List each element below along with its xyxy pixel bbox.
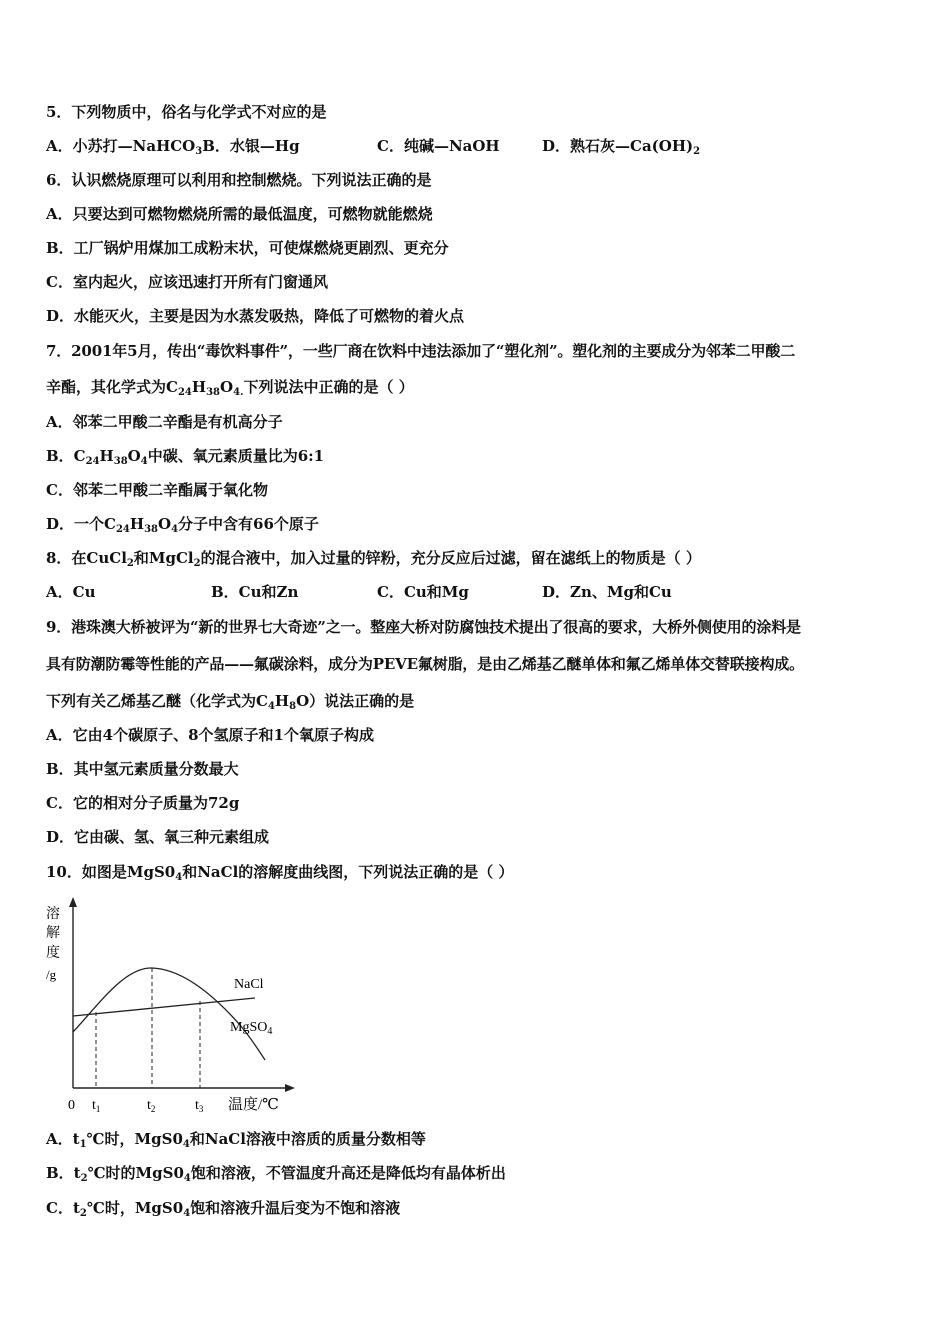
q9-stem-line1: 9．港珠澳大桥被评为“新的世界七大奇迹”之一。整座大桥对防腐蚀技术提出了很高的要求，大桥外侧使用的涂料是: [46, 618, 801, 636]
q7-option-a: A．邻苯二甲酸二辛酯是有机高分子: [46, 413, 283, 431]
q7-option-b: B．$C_{24}H_{38}O_4$中碳、氧元素质量比为6:1: [46, 447, 325, 467]
y-axis-arrow: [69, 897, 77, 907]
origin-label: 0: [68, 1098, 75, 1113]
q5-option-a: A．小苏打—NaHCO$_3$: [46, 137, 203, 157]
ylabel-char-1: 溶: [46, 907, 60, 922]
q6-option-b: B．工厂锅炉用煤加工成粉末状，可使煤燃烧更剧烈、更充分: [46, 239, 449, 257]
x-axis-arrow: [285, 1084, 295, 1092]
q9-option-d: D．它由碳、氢、氧三种元素组成: [46, 828, 270, 846]
q6-option-d: D．水能灭火，主要是因为水蒸发吸热，降低了可燃物的着火点: [46, 307, 465, 325]
q8-stem: 8．在CuCl$_2$和MgCl$_2$的混合液中，加入过量的锌粉，充分反应后过滤，留在滤纸上的物质是（ ）: [46, 549, 701, 569]
q7-stem-line1: 7．2001年5月，传出“毒饮料事件”，一些厂商在饮料中违法添加了“塑化剂”。塑化剂的主要成分为邻苯二甲酸二: [46, 342, 796, 360]
q6-stem: 6．认识燃烧原理可以利用和控制燃烧。下列说法正确的是: [46, 171, 432, 189]
ylabel-char-3: 度: [46, 946, 60, 961]
q8-option-a: A．Cu: [46, 583, 96, 601]
ylabel-char-2: 解: [46, 926, 60, 941]
xlabel: 温度/℃: [228, 1097, 279, 1113]
q10-option-c: C．$t_2℃$时，$MgS0_4$饱和溶液升温后变为不饱和溶液: [46, 1199, 401, 1219]
q5-option-c: C．纯碱—NaOH: [377, 137, 500, 155]
q7-option-d: D．一个$C_{24}H_{38}O_4$分子中含有66个原子: [46, 515, 319, 535]
q5-stem: 5．下列物质中，俗名与化学式不对应的是: [46, 103, 327, 121]
tick-t2: $t_2$: [147, 1098, 156, 1114]
q6-option-a: A．只要达到可燃物燃烧所需的最低温度，可燃物就能燃烧: [46, 205, 433, 223]
tick-t1: $t_1$: [92, 1098, 101, 1114]
q8-option-c: C．Cu和Mg: [377, 583, 469, 601]
q9-option-b: B．其中氢元素质量分数最大: [46, 760, 239, 778]
q8-option-d: D．Zn、Mg和Cu: [542, 583, 672, 601]
q9-stem-line2: 具有防潮防霉等性能的产品——氟碳涂料，成分为PEVE氟树脂，是由乙烯基乙醚单体和氟乙烯单体交替联接构成。: [46, 655, 804, 673]
solubility-chart: [40, 895, 310, 1125]
q10-option-a: A．$t_1℃$时，$MgS0_4$和NaCl溶液中溶质的质量分数相等: [46, 1130, 426, 1150]
q9-option-a: A．它由4个碳原子、8个氢原子和1个氧原子构成: [46, 726, 374, 744]
nacl-label: NaCl: [234, 977, 264, 992]
q6-option-c: C．室内起火，应该迅速打开所有门窗通风: [46, 273, 328, 291]
q5-options: [46, 136, 701, 157]
q8-option-b: B．Cu和Zn: [211, 583, 299, 601]
q7-option-c: C．邻苯二甲酸二辛酯属于氧化物: [46, 481, 268, 499]
tick-t3: $t_3$: [195, 1098, 204, 1114]
q10-option-b: B．$t_2℃$时的$MgS0_4$饱和溶液，不管温度升高还是降低均有晶体析出: [46, 1164, 506, 1184]
q9-stem-line3: 下列有关乙烯基乙醚（化学式为$C_4H_8O$）说法正确的是: [46, 692, 415, 712]
q9-option-c: C．它的相对分子质量为72g: [46, 794, 240, 812]
q5-option-d: D．熟石灰$—Ca(OH)_2$: [542, 137, 701, 157]
q7-stem-line2: 辛酯，其化学式为$C_{24}H_{38}O_{4.}$下列说法中正确的是（ ）: [46, 378, 414, 398]
q5-option-b: B．水银—Hg: [202, 137, 300, 155]
mgso4-label: MgSO$_4$: [230, 1020, 273, 1037]
q10-stem: 10．如图是$MgS0_4$和NaCl的溶解度曲线图，下列说法正确的是（ ）: [46, 863, 514, 883]
ylabel-char-4: /g: [46, 967, 57, 982]
